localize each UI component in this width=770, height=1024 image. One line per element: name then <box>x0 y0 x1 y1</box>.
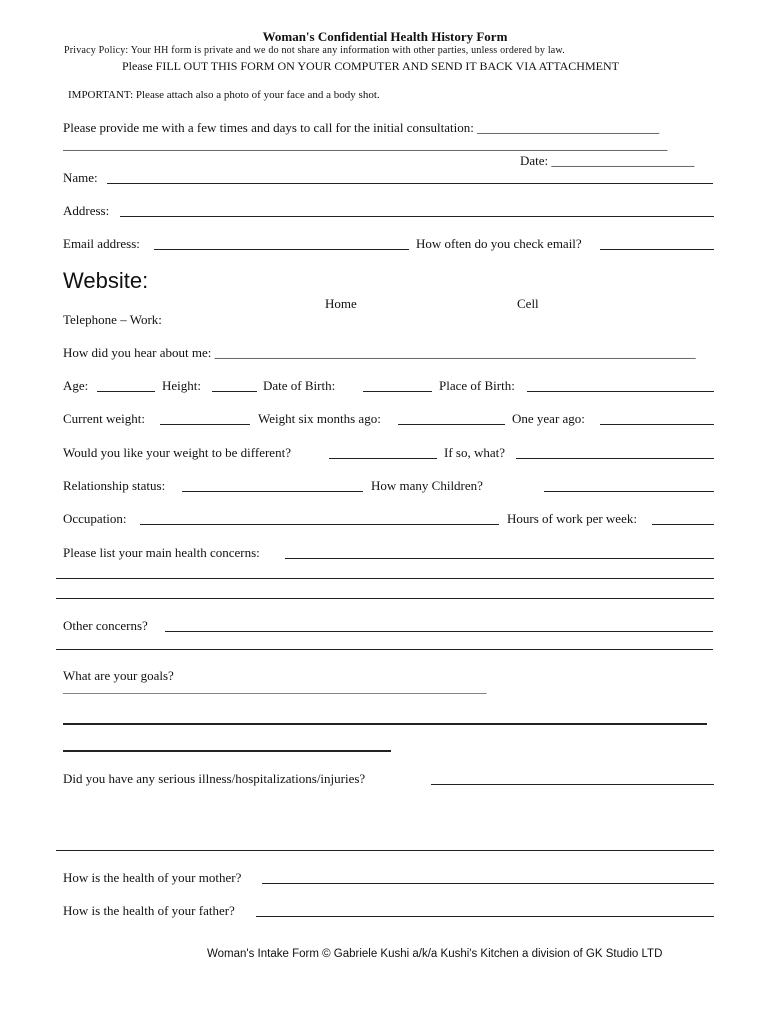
goals-line-3[interactable] <box>63 750 391 752</box>
age-field[interactable] <box>97 391 155 392</box>
hear-about-label: How did you hear about me: __________________________________________________________________________ <box>63 345 696 360</box>
form-title: Woman's Confidential Health History Form <box>262 29 508 44</box>
health-concerns-field[interactable] <box>285 558 714 559</box>
illness-field[interactable] <box>431 784 714 785</box>
name-label: Name: <box>63 170 98 185</box>
father-health-field[interactable] <box>256 916 714 917</box>
height-field[interactable] <box>212 391 257 392</box>
mother-health-field[interactable] <box>262 883 714 884</box>
other-concerns-label: Other concerns? <box>63 618 148 633</box>
health-concerns-line-2[interactable] <box>56 578 714 579</box>
telephone-label: Telephone – Work: <box>63 312 162 327</box>
current-weight-field[interactable] <box>160 424 250 425</box>
consultation-label: Please provide me with a few times and days to call for the initial consultation: ____________________________ <box>63 120 660 135</box>
goals-line-1[interactable]: _____________________________________________________________________________ <box>63 683 487 695</box>
name-field[interactable] <box>107 183 713 184</box>
illness-line-2[interactable] <box>56 850 714 851</box>
health-concerns-label: Please list your main health concerns: <box>63 545 260 560</box>
privacy-policy: Privacy Policy: Your HH form is private and we do not share any information with other parties, unless ordered by law. <box>64 45 565 56</box>
one-year-field[interactable] <box>600 424 714 425</box>
home-label: Home <box>325 296 357 311</box>
height-label: Height: <box>162 378 201 393</box>
instruction-text: Please FILL OUT THIS FORM ON YOUR COMPUTER AND SEND IT BACK VIA ATTACHMENT <box>122 59 619 73</box>
father-health-label: How is the health of your father? <box>63 903 235 918</box>
email-check-field[interactable] <box>600 249 714 250</box>
weight-six-months-label: Weight six months ago: <box>258 411 381 426</box>
one-year-label: One year ago: <box>512 411 585 426</box>
weight-different-field[interactable] <box>329 458 437 459</box>
other-concerns-line-2[interactable] <box>56 649 713 650</box>
children-label: How many Children? <box>371 478 483 493</box>
address-label: Address: <box>63 203 110 218</box>
dob-label: Date of Birth: <box>263 378 336 393</box>
weight-six-months-field[interactable] <box>398 424 505 425</box>
if-so-field[interactable] <box>516 458 714 459</box>
current-weight-label: Current weight: <box>63 411 145 426</box>
occupation-field[interactable] <box>140 524 499 525</box>
email-check-label: How often do you check email? <box>416 236 582 251</box>
goals-line-2[interactable] <box>63 723 707 725</box>
address-field[interactable] <box>120 216 714 217</box>
mother-health-label: How is the health of your mother? <box>63 870 242 885</box>
hours-label: Hours of work per week: <box>507 511 637 526</box>
email-label: Email address: <box>63 236 140 251</box>
email-field[interactable] <box>154 249 409 250</box>
hours-field[interactable] <box>652 524 714 525</box>
weight-different-label: Would you like your weight to be different? <box>63 445 291 460</box>
relationship-label: Relationship status: <box>63 478 166 493</box>
other-concerns-field[interactable] <box>165 631 713 632</box>
health-concerns-line-3[interactable] <box>56 598 714 599</box>
relationship-field[interactable] <box>182 491 363 492</box>
cell-label: Cell <box>517 296 539 311</box>
pob-field[interactable] <box>527 391 714 392</box>
dob-field[interactable] <box>363 391 432 392</box>
consultation-line[interactable]: _____________________________________________________________________________________________ <box>63 137 668 152</box>
pob-label: Place of Birth: <box>439 378 515 393</box>
if-so-label: If so, what? <box>444 445 506 460</box>
occupation-label: Occupation: <box>63 511 127 526</box>
footer-text: Woman's Intake Form © Gabriele Kushi a/k/a Kushi's Kitchen a division of GK Studio LTD <box>207 948 663 960</box>
age-label: Age: <box>63 378 89 393</box>
goals-label: What are your goals? <box>63 668 174 683</box>
date-label: Date: ______________________ <box>520 153 695 168</box>
website-label: Website: <box>63 268 149 293</box>
children-field[interactable] <box>544 491 714 492</box>
important-note: IMPORTANT: Please attach also a photo of your face and a body shot. <box>68 89 380 101</box>
illness-label: Did you have any serious illness/hospitalizations/injuries? <box>63 771 366 786</box>
